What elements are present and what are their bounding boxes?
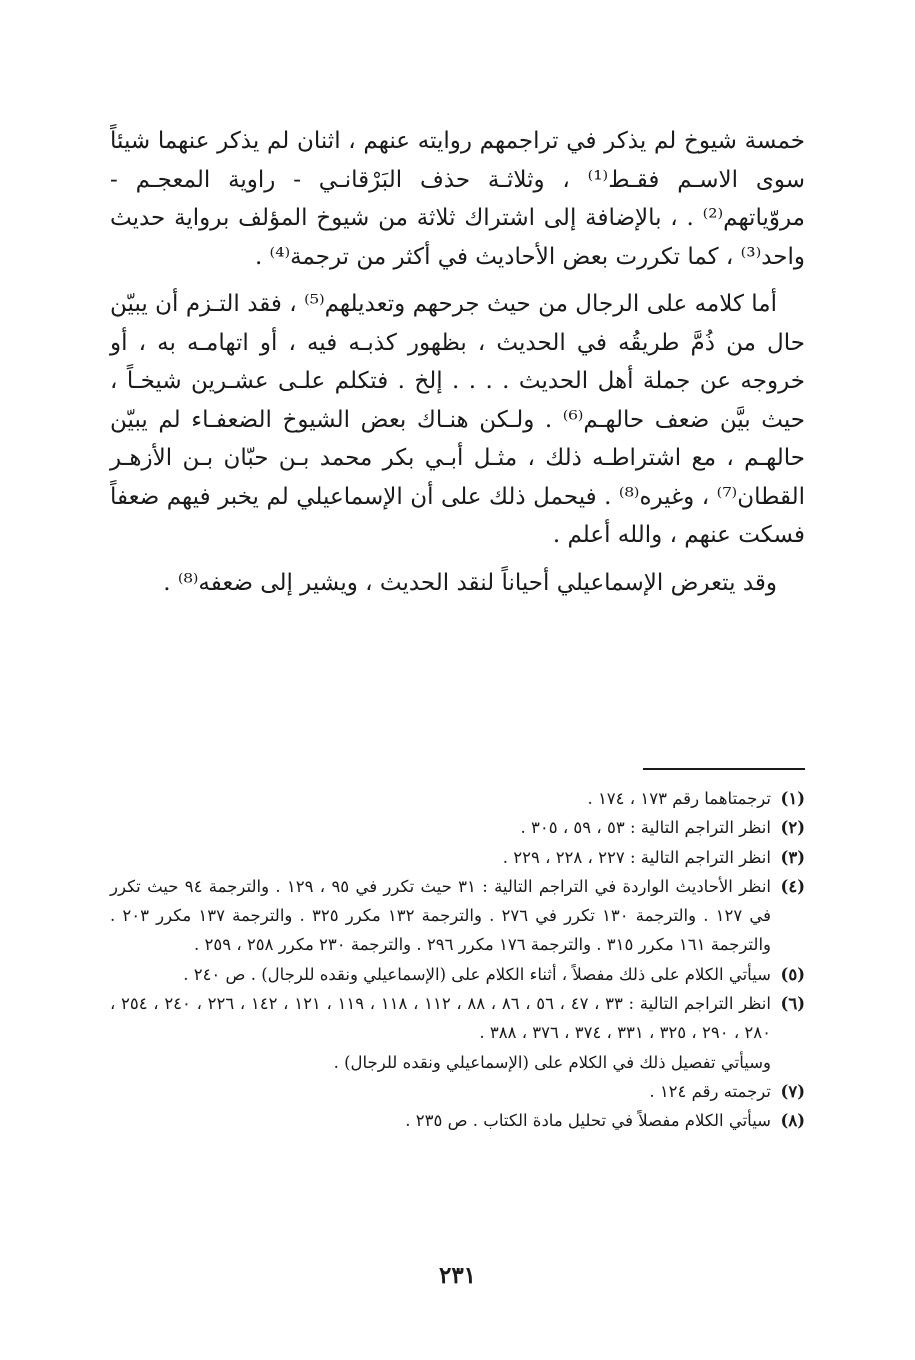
- footnote-text: ترجمتاهما رقم ١٧٣ ، ١٧٤ .: [587, 789, 771, 808]
- footnote-2: [110, 813, 805, 842]
- footnote-text: انظر الأحاديث الواردة في التراجم التالية : ٣١ حيث تكرر في ٩٥ ، ١٢٩ . والترجمة ٩٤ حيث تكرر في ١٢٧ . والترجمة ١٣٠ تكرر في ٢٧٦ . والترجمة ١٣٢ مكرر ٣٢٥ . والترجمة ١٣٧ مكرر ٢٠٣ . والترجمة ١٦١ مكرر ٣١٥ . والترجمة ١٧٦ مكرر ٢٩٦ . والترجمة ٢٣٠ مكرر ٢٥٨ ، ٢٥٩ .: [110, 876, 772, 955]
- footnote-number: (٦): [780, 994, 805, 1014]
- footnote-3: [110, 843, 805, 872]
- footnotes: [110, 784, 805, 1136]
- footnote-7: [110, 1077, 805, 1106]
- footnote-text: انظر التراجم التالية : ٢٢٧ ، ٢٢٨ ، ٢٢٩ .: [502, 847, 771, 867]
- footnote-number: (٨): [780, 1111, 805, 1131]
- paragraph-3: وقد يتعرض الإسماعيلي أحياناً لنقد الحديث ، ويشير إلى ضعفه⁽⁸⁾ .: [163, 569, 777, 596]
- footnote-8: [110, 1106, 805, 1135]
- footnote-1: [110, 784, 805, 813]
- footnote-separator: [643, 768, 805, 770]
- footnote-5: [110, 960, 805, 989]
- footnote-number: (٢): [780, 818, 805, 838]
- footnote-text: سيأتي الكلام على ذلك مفصلاً ، أثناء الكلام على (الإسماعيلي ونقده للرجال) . ص ٢٤٠ .: [183, 964, 771, 984]
- footnote-number: (٣): [780, 847, 805, 867]
- footnote-text: سيأتي الكلام مفصلاً في تحليل مادة الكتاب . ص ٢٣٥ .: [405, 1111, 771, 1131]
- paragraph-2: أما كلامه على الرجال من حيث جرحهم وتعديلهم⁽⁵⁾ ، فقد التـزم أن يبيّن حال من ذُمَّ طريقُه في الحديث ، بظهور كذبـه فيه ، أو اتهامـه به ، أو خروجه عن جملة أهل الحديث . . . . إلخ . فتكلم علـى عشـرين شيخـاً ، حيث بيَّن ضعف حالهـم⁽⁶⁾ . ولـكن هنـاك بعض الشيوخ الضعفـاء لم يبيّن حالهـم ، مع اشتراطـه ذلك ، مثـل أبـي بكر محمد بـن حبّان بـن الأزهـر القطان⁽⁷⁾ ، وغيره⁽⁸⁾ . فيحمل ذلك على أن الإسماعيلي لم يخبر فيهم ضعفاً فسكت عنهم ، والله أعلم .: [110, 291, 805, 548]
- paragraph-1: خمسة شيوخ لم يذكر في تراجمهم روايته عنهم ، اثنان لم يذكر عنهما شيئاً سوى الاسـم فقـط⁽¹⁾ ، وثلاثـة حذف البَرْقانـي - راوية المعجـم - مروّياتهم⁽²⁾ . ، بالإضافة إلى اشتراك ثلاثة من شيوخ المؤلف برواية حديث واحد⁽³⁾ ، كما تكررت بعض الأحاديث في أكثر من ترجمة⁽⁴⁾ .: [110, 128, 805, 270]
- footnote-number: (١): [780, 789, 805, 808]
- footnote-number: (٥): [780, 964, 805, 984]
- footnote-text: انظر التراجم التالية : ٣٣ ، ٤٧ ، ٥٦ ، ٨٦ ، ٨٨ ، ١١٢ ، ١١٨ ، ١١٩ ، ١٢١ ، ١٤٢ ، ٢٢٦ ، ٢٤٠ ، ٢٥٤ ، ٢٨٠ ، ٢٩٠ ، ٣٢٥ ، ٣٣١ ، ٣٧٤ ، ٣٧٦ ، ٣٨٨ .: [110, 994, 771, 1043]
- footnote-text: انظر التراجم التالية : ٥٣ ، ٥٩ ، ٣٠٥ .: [520, 818, 771, 838]
- footnote-6: [110, 989, 805, 1048]
- footnote-text: ترجمته رقم ١٢٤ .: [649, 1081, 771, 1101]
- footnote-6-continuation: وسيأتي تفصيل ذلك في الكلام على (الإسماعيلي ونقده للرجال) .: [333, 1052, 771, 1072]
- footnote-4: [110, 872, 805, 960]
- page-number: ٢٣١: [438, 1262, 477, 1289]
- footnote-number: (٧): [780, 1081, 805, 1101]
- main-text: [110, 122, 805, 611]
- footnote-number: (٤): [780, 876, 805, 896]
